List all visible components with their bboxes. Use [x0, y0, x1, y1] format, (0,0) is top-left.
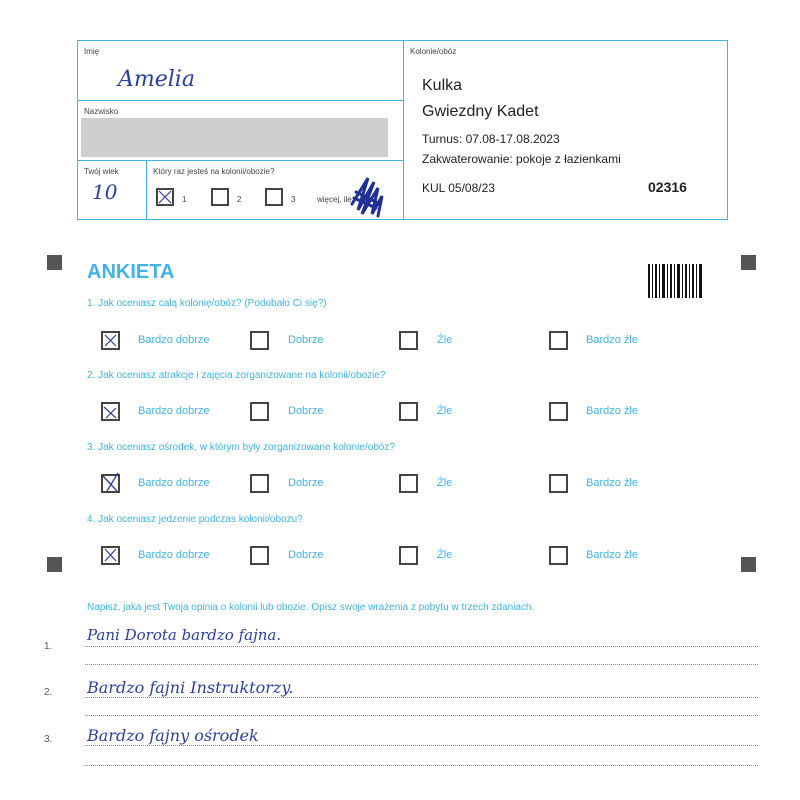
times-checkbox-3[interactable]	[265, 188, 283, 206]
divider	[146, 160, 147, 219]
times-more-label: więcej, ile	[317, 195, 352, 204]
option-label: Źle	[437, 334, 453, 346]
option-label: Źle	[437, 477, 453, 489]
colony-subname: Gwiezdny Kadet	[422, 103, 539, 120]
option-label: Dobrze	[288, 405, 324, 417]
dotted-line	[85, 765, 758, 766]
opinion-line-1[interactable]: Pani Dorota bardzo fajna.	[87, 626, 282, 644]
dotted-line	[85, 697, 758, 698]
registration-mark	[47, 255, 62, 270]
check-x-icon	[103, 476, 118, 491]
opinion-line-number: 1.	[44, 641, 53, 652]
option-label: Bardzo dobrze	[138, 549, 210, 561]
q2-option-bardzo-dobrze[interactable]	[101, 402, 120, 421]
option-label: Źle	[437, 405, 453, 417]
q2-option-zle[interactable]	[399, 402, 418, 421]
colony-label: Kolonie/obóz	[410, 47, 457, 56]
times-option-1: 1	[182, 195, 187, 204]
dotted-line	[85, 664, 758, 665]
q1-option-dobrze[interactable]	[250, 331, 269, 350]
registration-mark	[741, 255, 756, 270]
question-1: 1. Jak oceniasz całą kolonię/obóz? (Podobało Ci się?)	[87, 298, 327, 309]
option-label: Bardzo źle	[586, 334, 638, 346]
divider	[78, 100, 403, 101]
surname-redacted	[81, 118, 388, 157]
times-checkbox-2[interactable]	[211, 188, 229, 206]
option-label: Bardzo źle	[586, 405, 638, 417]
times-checkbox-1[interactable]	[156, 188, 174, 206]
q2-option-dobrze[interactable]	[250, 402, 269, 421]
barcode-icon	[648, 264, 703, 298]
option-label: Bardzo dobrze	[138, 334, 210, 346]
first-name-value[interactable]: Amelia	[118, 67, 195, 92]
times-label: Który raz jesteś na kolonii/obozie?	[153, 167, 275, 176]
q4-option-bardzo-dobrze[interactable]	[101, 546, 120, 565]
q4-option-dobrze[interactable]	[250, 546, 269, 565]
check-x-icon	[103, 548, 118, 563]
dotted-line	[85, 745, 758, 746]
opinion-line-2[interactable]: Bardzo fajni Instruktorzy.	[87, 678, 294, 697]
option-label: Bardzo źle	[586, 549, 638, 561]
option-label: Bardzo dobrze	[138, 405, 210, 417]
accommodation: Zakwaterowanie: pokoje z łazienkami	[422, 152, 621, 166]
q4-option-bardzo-zle[interactable]	[549, 546, 568, 565]
first-name-label: Imię	[84, 47, 100, 56]
q3-option-bardzo-zle[interactable]	[549, 474, 568, 493]
option-label: Dobrze	[288, 549, 324, 561]
colony-code: KUL 05/08/23	[422, 181, 495, 195]
q1-option-bardzo-zle[interactable]	[549, 331, 568, 350]
times-option-2: 2	[237, 195, 242, 204]
opinion-line-number: 3.	[44, 734, 53, 745]
q4-option-zle[interactable]	[399, 546, 418, 565]
surname-label: Nazwisko	[84, 107, 119, 116]
question-4: 4. Jak oceniasz jedzenie podczas kolonii/obozu?	[87, 514, 303, 525]
opinion-prompt: Napisz, jaka jest Twoja opinia o kolonii lub obozie. Opisz swoje wrażenia z pobytu w trzech zdaniach.	[87, 602, 535, 613]
option-label: Bardzo źle	[586, 477, 638, 489]
dotted-line	[85, 715, 758, 716]
option-label: Bardzo dobrze	[138, 477, 210, 489]
q3-option-zle[interactable]	[399, 474, 418, 493]
check-x-icon	[103, 404, 118, 419]
opinion-line-3[interactable]: Bardzo fajny ośrodek	[87, 726, 259, 745]
turnus: Turnus: 07.08-17.08.2023	[422, 132, 560, 146]
option-label: Dobrze	[288, 334, 324, 346]
check-x-icon	[158, 190, 172, 204]
header-form	[77, 40, 728, 220]
registration-mark	[47, 557, 62, 572]
q3-option-bardzo-dobrze[interactable]	[101, 474, 120, 493]
divider	[403, 41, 404, 219]
option-label: Źle	[437, 549, 453, 561]
q1-option-bardzo-dobrze[interactable]	[101, 331, 120, 350]
check-x-icon	[103, 333, 118, 348]
q1-option-zle[interactable]	[399, 331, 418, 350]
opinion-line-number: 2.	[44, 687, 53, 698]
dotted-line	[85, 646, 758, 647]
age-value[interactable]: 10	[92, 180, 118, 204]
survey-title: ANKIETA	[87, 261, 175, 283]
age-label: Twój wiek	[84, 167, 119, 176]
option-label: Dobrze	[288, 477, 324, 489]
q3-option-dobrze[interactable]	[250, 474, 269, 493]
divider	[78, 160, 403, 161]
question-2: 2. Jak oceniasz atrakcje i zajęcia zorganizowane na kolonii/obozie?	[87, 370, 386, 381]
scribble-icon	[348, 174, 386, 218]
colony-name: Kulka	[422, 77, 463, 94]
q2-option-bardzo-zle[interactable]	[549, 402, 568, 421]
times-option-3: 3	[291, 195, 296, 204]
form-number: 02316	[648, 179, 687, 195]
registration-mark	[741, 557, 756, 572]
question-3: 3. Jak oceniasz ośrodek, w którym były zorganizowane kolonie/obóz?	[87, 442, 395, 453]
